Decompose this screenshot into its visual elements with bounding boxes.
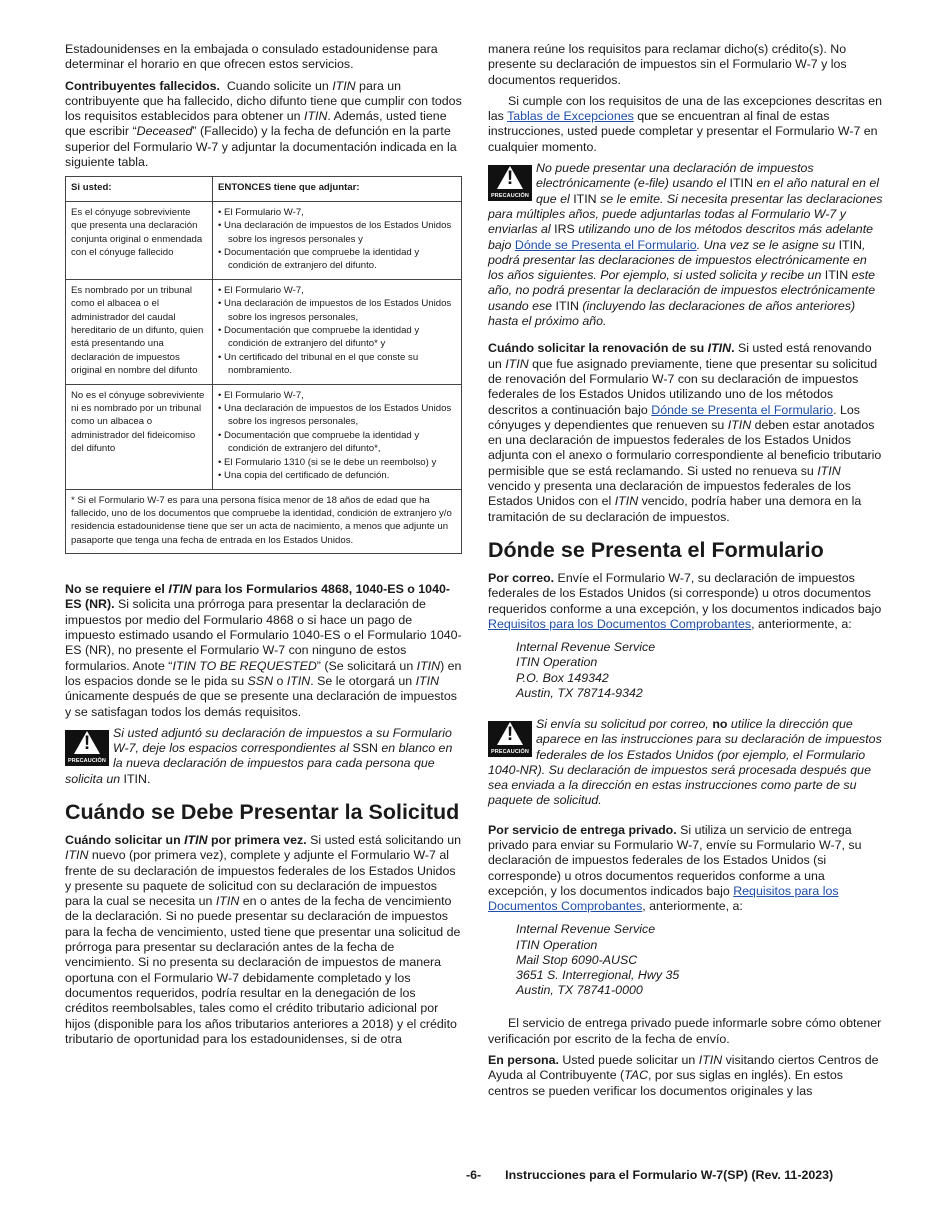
by-mail-paragraph: Por correo. Envíe el Formulario W-7, su declaración de impuestos federales de los Estados Unidos (si corresponde) u otros documentos requeridos conforme a una excepción, y los documentos indicados bajo Requisitos para los Documentos Comprobantes, anteriormente, a: [488, 570, 882, 631]
not-required-heading: No se requiere el ITIN para los Formularios 4868, 1040-ES o 1040-ES (NR). [65, 582, 450, 612]
private-note-paragraph: El servicio de entrega privado puede informarle sobre cómo obtener verificación por escrito de la fecha de envío. [488, 1016, 882, 1046]
list-item: • Un certificado del tribunal en el que conste su nombramiento. [218, 351, 456, 378]
table-cell-condition: Es nombrado por un tribunal como el albacea o el administrador del caudal hereditario de un difunto, quien está presentando una declaración de impuestos original en nombre del difunto [66, 279, 213, 384]
list-item: • Una declaración de impuestos de los Estados Unidos sobre los ingresos personales, [218, 402, 456, 429]
caution-note-efile: ! PRECAUCIÓN No puede presentar una declaración de impuestos electrónicamente (e-file) usando el ITIN en el año natural en el que el ITIN se le emite. Si necesita presentar las declaraciones para múltiples años, puede adjuntarlas todas al Formulario W-7 y enviarlas al IRS utilizando uno de los métodos descritos más adelante bajo Dónde se Presenta el Formulario. Una vez se le asigne su ITIN, podrá presentar las declaraciones de impuestos electrónicamente en los años siguientes. Por ejemplo, si usted solicita y recibe un ITIN este año, no podrá presentar la declaración de impuestos electrónicamente usando ese ITIN (incluyendo las declaraciones de años anteriores) hasta el próximo año. [488, 161, 883, 329]
table-row [66, 279, 462, 384]
footer-title: Instrucciones para el Formulario W-7(SP) (Rev. 11-2023) [505, 1168, 834, 1182]
deceased-heading: Contribuyentes fallecidos. [65, 78, 220, 93]
left-column [65, 42, 462, 1053]
caution-icon: ! PRECAUCIÓN [65, 730, 109, 766]
table-row [66, 201, 462, 279]
section-heading-where: Dónde se Presenta el Formulario [488, 537, 824, 562]
supporting-documents-link[interactable]: Requisitos para los Documentos Comprobantes [488, 616, 752, 631]
mail-address: Internal Revenue Service ITIN Operation P.O. Box 149342 Austin, TX 78714-9342 [516, 640, 656, 700]
where-to-file-link[interactable]: Dónde se Presenta el Formulario [651, 402, 834, 417]
first-time-heading: Cuándo solicitar un ITIN por primera vez. [65, 832, 307, 847]
list-item: • Una declaración de impuestos de los Estados Unidos sobre los ingresos personales, [218, 297, 456, 324]
continuation-paragraph: manera reúne los requisitos para reclamar dicho(s) crédito(s). No presente su declaración de impuestos sin el Formulario W-7 y los documentos requeridos. [488, 42, 847, 87]
table-header-row [66, 177, 462, 201]
not-required-paragraph: No se requiere el ITIN para los Formularios 4868, 1040-ES o 1040-ES (NR). Si solicita una prórroga para presentar la declaración de impuestos por medio del Formulario 4868 o si hace un pago de impuesto estimado usando el Formulario 1040-ES o el Formulario 1040-ES (NR), no presente el Formulario W-7 con ninguno de estos formularios. Anote “ITIN TO BE REQUESTED” (Se solicitará un ITIN) en los espacios donde se le pida su SSN o ITIN. Se le otorgará un ITIN únicamente después de que se presente una declaración de impuestos y se satisfagan todos los demás requisitos. [65, 582, 462, 719]
where-to-file-link[interactable]: Dónde se Presenta el Formulario [514, 237, 697, 252]
in-person-paragraph: En persona. Usted puede solicitar un ITIN visitando ciertos Centros de Ayuda al Contribuyente (TAC, por sus siglas en inglés). En estos centros se pueden verificar los documentos originales y las [488, 1053, 879, 1098]
table-cell-items [213, 384, 462, 489]
first-time-paragraph: Cuándo solicitar un ITIN por primera vez. Si usted está solicitando un ITIN nuevo (por primera vez), complete y adjunte el Formulario W-7 al frente de su declaración de impuestos federales de los Estados Unidos y presente su paquete de solicitud con su declaración de impuestos para la cual se necesita un ITIN en o antes de la fecha de vencimiento de la declaración. Si no puede presentar su declaración de impuestos para la fecha de vencimiento, usted tiene que presentar una solicitud de prórroga para presentar su declaración antes de la fecha de vencimiento. Si no presenta su declaración de impuestos de manera oportuna con el Formulario W-7 debidamente completado y los documentos requeridos, podría resultar en la denegación de los créditos reembolsables, tales como el crédito tributario adicional por hijos (disponible para los años tributarios anteriores a 2018) y el crédito tributario de oportunidad para los estadounidenses, si de otra [65, 832, 461, 1046]
table-cell-condition: No es el cónyuge sobreviviente ni es nombrado por un tribunal como un albacea o administrador del fideicomiso del difunto [66, 384, 213, 489]
private-delivery-address: Internal Revenue Service ITIN Operation Mail Stop 6090-AUSC 3651 S. Interregional, Hwy 35 Austin, TX 78741-0000 [516, 922, 680, 998]
table-header-then: ENTONCES tiene que adjuntar: [213, 177, 462, 201]
list-item: • Documentación que compruebe la identidad y condición de extranjero del difunto. [218, 246, 456, 273]
in-person-heading: En persona. [488, 1053, 559, 1068]
exceptions-tables-link[interactable]: Tablas de Excepciones [507, 109, 634, 124]
page-number: -6- [466, 1168, 482, 1182]
list-item: • Documentación que compruebe la identidad y condición de extranjero del difunto*, [218, 429, 456, 456]
list-item: • El Formulario W-7, [218, 206, 456, 219]
table-header-if: Si usted: [66, 177, 213, 201]
renewal-heading: Cuándo solicitar la renovación de su ITIN. [488, 341, 735, 356]
caution-note-mail: ! PRECAUCIÓN Si envía su solicitud por correo, no utilice la dirección que aparece en las instrucciones para su declaración de impuestos federales de los Estados Unidos (por ejemplo, el Formulario 1040-NR). Su declaración de impuestos será procesada después que sea enviada a la dirección en estas instrucciones como parte de su paquete de solicitud. [488, 716, 882, 808]
table-cell-items [213, 279, 462, 384]
table-cell-condition: Es el cónyuge sobreviviente que presenta una declaración conjunta original o enmendada con el cónyuge fallecido [66, 201, 213, 279]
caution-icon: ! PRECAUCIÓN [488, 165, 532, 201]
table-footnote-row [66, 489, 462, 554]
table-cell-items [213, 201, 462, 279]
list-item: • Documentación que compruebe la identidad y condición de extranjero del difunto* y [218, 324, 456, 351]
list-item: • El Formulario 1310 (si se le debe un reembolso) y [218, 456, 456, 469]
exceptions-paragraph: Si cumple con los requisitos de una de las excepciones descritas en las Tablas de Excepciones que se encuentran al final de estas instrucciones, usted puede completar y presentar el Formulario W-7 en cualquier momento. [488, 93, 882, 154]
deceased-requirements-table [65, 176, 462, 554]
renewal-paragraph: Cuándo solicitar la renovación de su ITIN. Si usted está renovando un ITIN que fue asignado previamente, tiene que presentar su solicitud de renovación del Formulario W-7 con su declaración de impuestos federales de los Estados Unidos utilizando uno de los métodos descritos a continuación bajo Dónde se Presenta el Formulario. Los cónyuges y dependientes que renueven su ITIN deben estar anotados en una declaración de impuestos federales de los Estados Unidos adjunta con el anexo o formulario correspondiente al beneficio tributario permisible que se está reclamando. Si usted no renueva su ITIN vencido y presenta una declaración de impuestos federales de los Estados Unidos con el ITIN vencido, podría haber una demora en la tramitación de su declaración de impuestos. [488, 341, 882, 524]
deceased-paragraph: Contribuyentes fallecidos. Cuando solicite un ITIN para un contribuyente que ha fallecido, dicho difunto tiene que cumplir con todos los requisitos establecidos para obtener un ITIN. Además, usted tiene que escribir “Deceased” (Fallecido) y la fecha de defunción en la parte superior del Formulario W-7 y adjuntar la documentación indicada en la siguiente tabla. [65, 78, 462, 170]
table-footnote: * Si el Formulario W-7 es para una persona física menor de 18 años de edad que ha fallecido, uno de los documentos que compruebe la identidad, condición de extranjero y/o residencia estadounidense tiene que ser un acta de nacimiento, a menos que adjunte un pasaporte que tenga una fecha de entrada en los Estados Unidos. [66, 489, 462, 554]
list-item: • El Formulario W-7, [218, 284, 456, 297]
private-delivery-heading: Por servicio de entrega privado. [488, 822, 677, 837]
list-item: • Una copia del certificado de defunción. [218, 469, 456, 482]
caution-icon: ! PRECAUCIÓN [488, 721, 532, 757]
by-mail-heading: Por correo. [488, 570, 555, 585]
intro-paragraph: Estadounidenses en la embajada o consulado estadounidense para determinar el horario en que ofrecen estos servicios. [65, 42, 438, 72]
private-delivery-paragraph: Por servicio de entrega privado. Si utiliza un servicio de entrega privado para enviar su Formulario W-7, envíe su Formulario W-7, su declaración de impuestos federales de los Estados Unidos (si corresponde) u otros documentos requeridos conforme a una excepción, y los documentos indicados bajo Requisitos para los Documentos Comprobantes, anteriormente, a: [488, 822, 862, 914]
caution-note-ssn: ! PRECAUCIÓN Si usted adjuntó su declaración de impuestos a su Formulario W-7, deje los espacios correspondientes al SSN en blanco en la nueva declaración de impuestos para cada persona que solicita un ITIN. [65, 725, 453, 786]
section-heading-when: Cuándo se Debe Presentar la Solicitud [65, 799, 460, 824]
page-footer [466, 1168, 833, 1183]
table-row [66, 384, 462, 489]
list-item: • El Formulario W-7, [218, 389, 456, 402]
supporting-documents-link[interactable]: Requisitos para los Documentos Comprobantes [488, 883, 839, 914]
list-item: • Una declaración de impuestos de los Estados Unidos sobre los ingresos personales y [218, 219, 456, 246]
right-column [488, 42, 883, 1105]
